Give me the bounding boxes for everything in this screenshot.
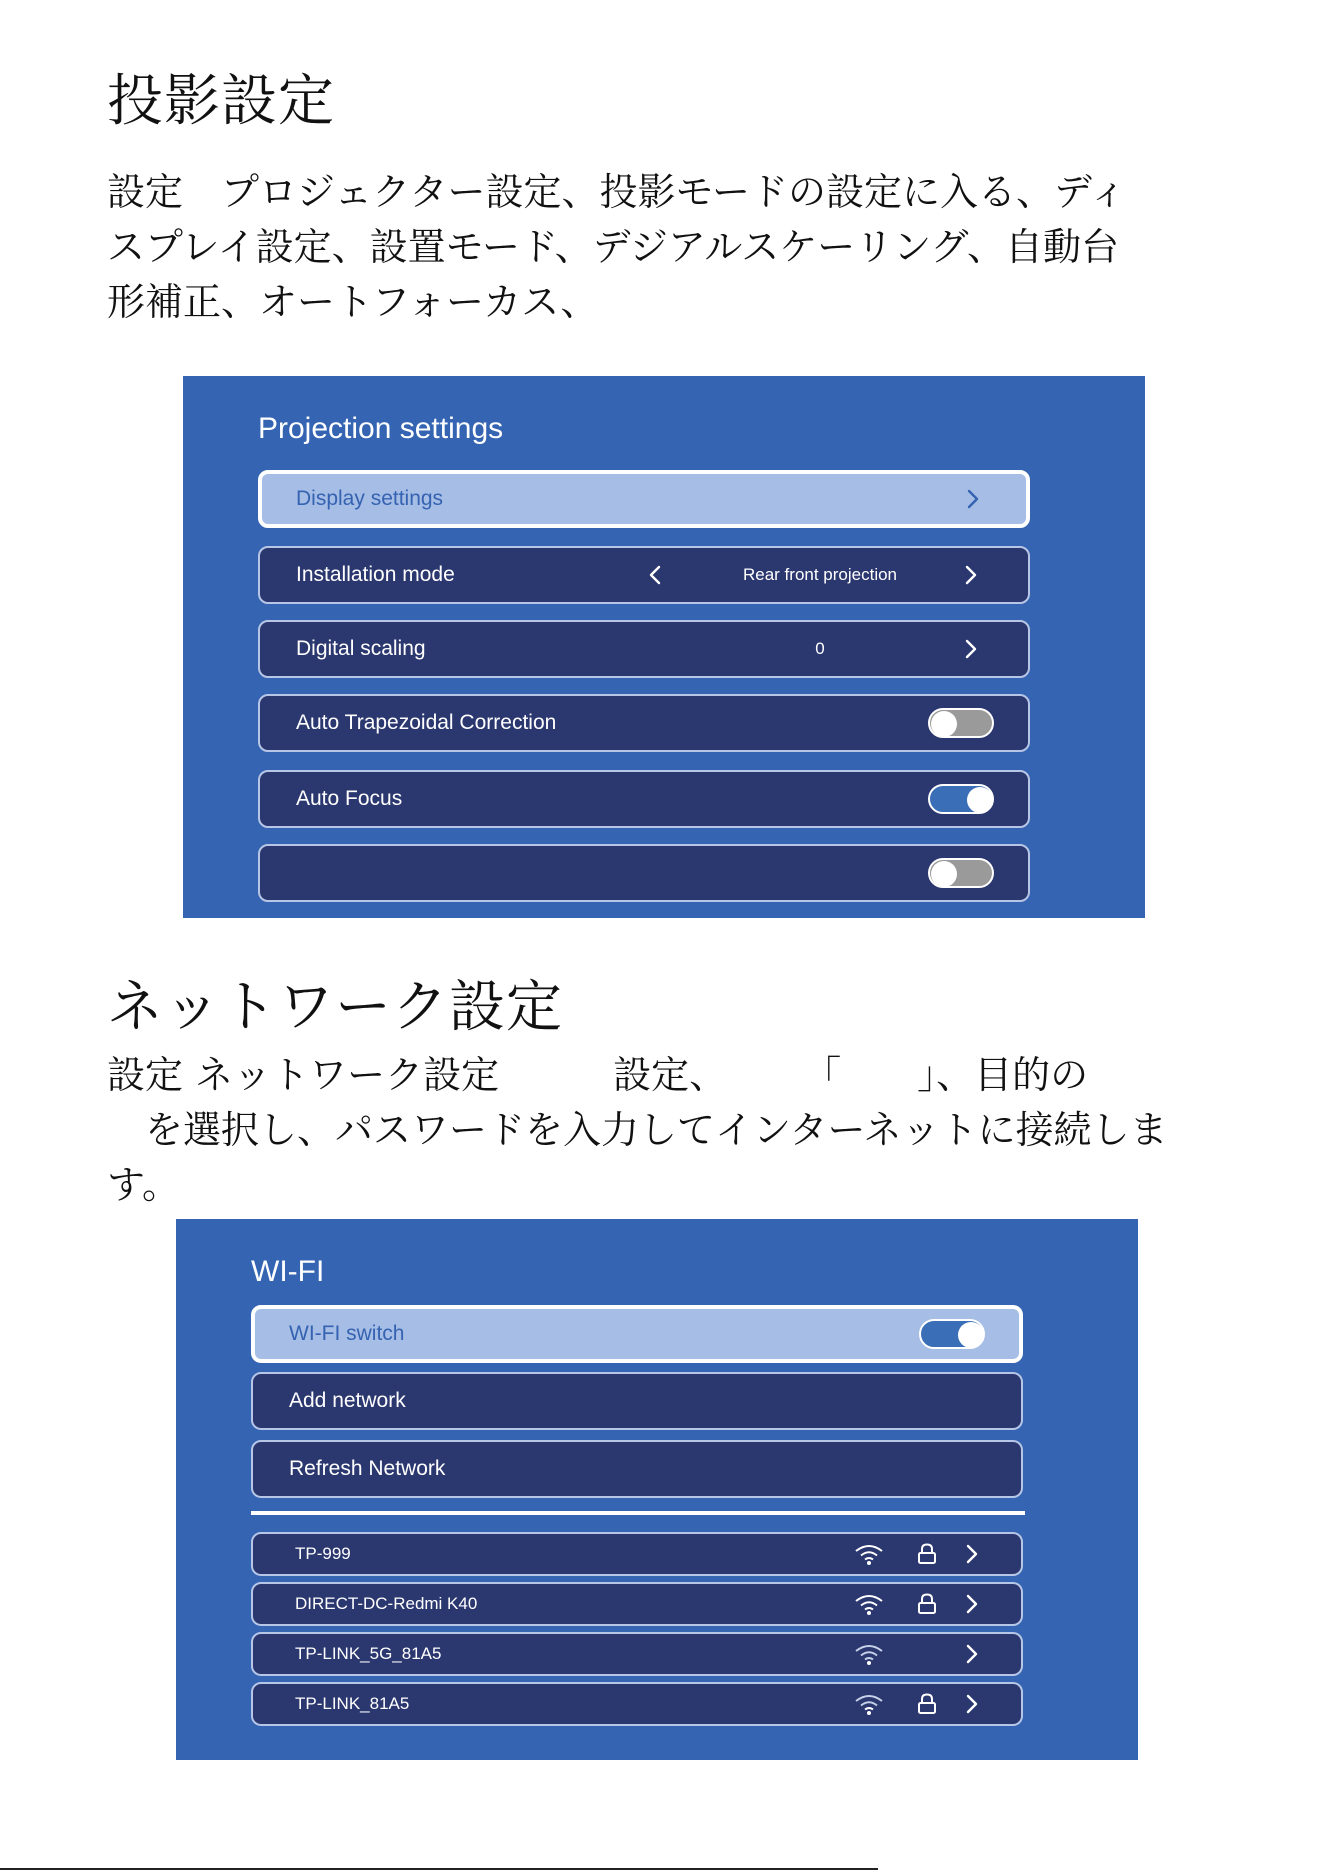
network-ssid: TP-999 xyxy=(295,1544,351,1563)
lock-icon xyxy=(917,1693,937,1715)
chevron-right-icon xyxy=(961,1543,983,1565)
row-value: 0 xyxy=(815,639,825,658)
row-value: Rear front projection xyxy=(742,565,898,584)
toggle-knob xyxy=(967,787,993,813)
network-ssid: TP-LINK_5G_81A5 xyxy=(295,1644,442,1663)
auto-focus-row[interactable] xyxy=(258,770,1030,828)
row-label: WI-FI switch xyxy=(289,1322,405,1345)
row-label: Refresh Network xyxy=(289,1457,446,1480)
paragraph-line: 形補正、オートフォーカス、 xyxy=(107,280,599,324)
chevron-left-icon[interactable] xyxy=(644,564,666,586)
refresh-network-button[interactable] xyxy=(251,1440,1023,1498)
wifi-icon xyxy=(853,1692,885,1716)
lock-icon xyxy=(917,1593,937,1615)
auto-trapezoidal-correction-row[interactable] xyxy=(258,694,1030,752)
divider xyxy=(251,1511,1025,1515)
wifi-switch-row[interactable] xyxy=(251,1305,1023,1363)
projection-paragraph xyxy=(107,165,1217,330)
toggle-knob xyxy=(931,711,957,737)
network-item[interactable] xyxy=(251,1632,1023,1676)
paragraph-line: スプレイ設定、設置モード、デジアルスケーリング、自動台 xyxy=(107,225,1119,269)
wifi-icon xyxy=(853,1642,885,1666)
row-label: Digital scaling xyxy=(296,637,426,660)
digital-scaling-row[interactable] xyxy=(258,620,1030,678)
network-item[interactable] xyxy=(251,1582,1023,1626)
network-heading: ネットワーク設定 xyxy=(107,975,563,1040)
toggle-knob xyxy=(931,861,957,887)
toggle-switch[interactable] xyxy=(928,784,994,814)
row-label: Auto Trapezoidal Correction xyxy=(296,711,557,734)
paragraph-line: す。 xyxy=(107,1163,180,1207)
row-label: Installation mode xyxy=(296,563,455,586)
installation-mode-row[interactable] xyxy=(258,546,1030,604)
panel-title: Projection settings xyxy=(258,412,504,445)
toggle-switch[interactable] xyxy=(928,858,994,888)
chevron-right-icon xyxy=(962,488,984,510)
toggle-switch[interactable] xyxy=(919,1319,985,1349)
network-ssid: TP-LINK_81A5 xyxy=(295,1694,410,1713)
panel-title: WI-FI xyxy=(251,1255,325,1288)
add-network-button[interactable] xyxy=(251,1372,1023,1430)
row-label: Display settings xyxy=(296,487,444,510)
row-label: Auto Focus xyxy=(296,787,403,810)
network-paragraph xyxy=(107,1048,1217,1213)
wifi-icon xyxy=(853,1542,885,1566)
chevron-right-icon xyxy=(961,1593,983,1615)
chevron-right-icon[interactable] xyxy=(960,638,982,660)
chevron-right-icon[interactable] xyxy=(960,564,982,586)
toggle-knob xyxy=(958,1322,984,1348)
paragraph-line: を選択し、パスワードを入力してインターネットに接続しま xyxy=(107,1108,1168,1152)
paragraph-line: 設定 プロジェクター設定、投影モードの設定に入る、ディ xyxy=(107,170,1127,214)
row-label: Add network xyxy=(289,1389,406,1412)
display-settings-row[interactable] xyxy=(258,470,1030,528)
lock-icon xyxy=(917,1543,937,1565)
footer-rule xyxy=(0,1868,878,1870)
wifi-icon xyxy=(853,1592,885,1616)
chevron-right-icon xyxy=(961,1643,983,1665)
network-item[interactable] xyxy=(251,1532,1023,1576)
network-ssid: DIRECT-DC-Redmi K40 xyxy=(295,1594,478,1613)
unlabeled-toggle-row[interactable] xyxy=(258,844,1030,902)
chevron-right-icon xyxy=(961,1693,983,1715)
projection-heading: 投影設定 xyxy=(107,69,335,134)
network-item[interactable] xyxy=(251,1682,1023,1726)
paragraph-line: 設定 ネットワーク設定 設定、 「 」、目的の xyxy=(107,1053,1089,1097)
wifi-panel xyxy=(176,1219,1138,1760)
projection-settings-panel xyxy=(183,376,1145,918)
toggle-switch[interactable] xyxy=(928,708,994,738)
